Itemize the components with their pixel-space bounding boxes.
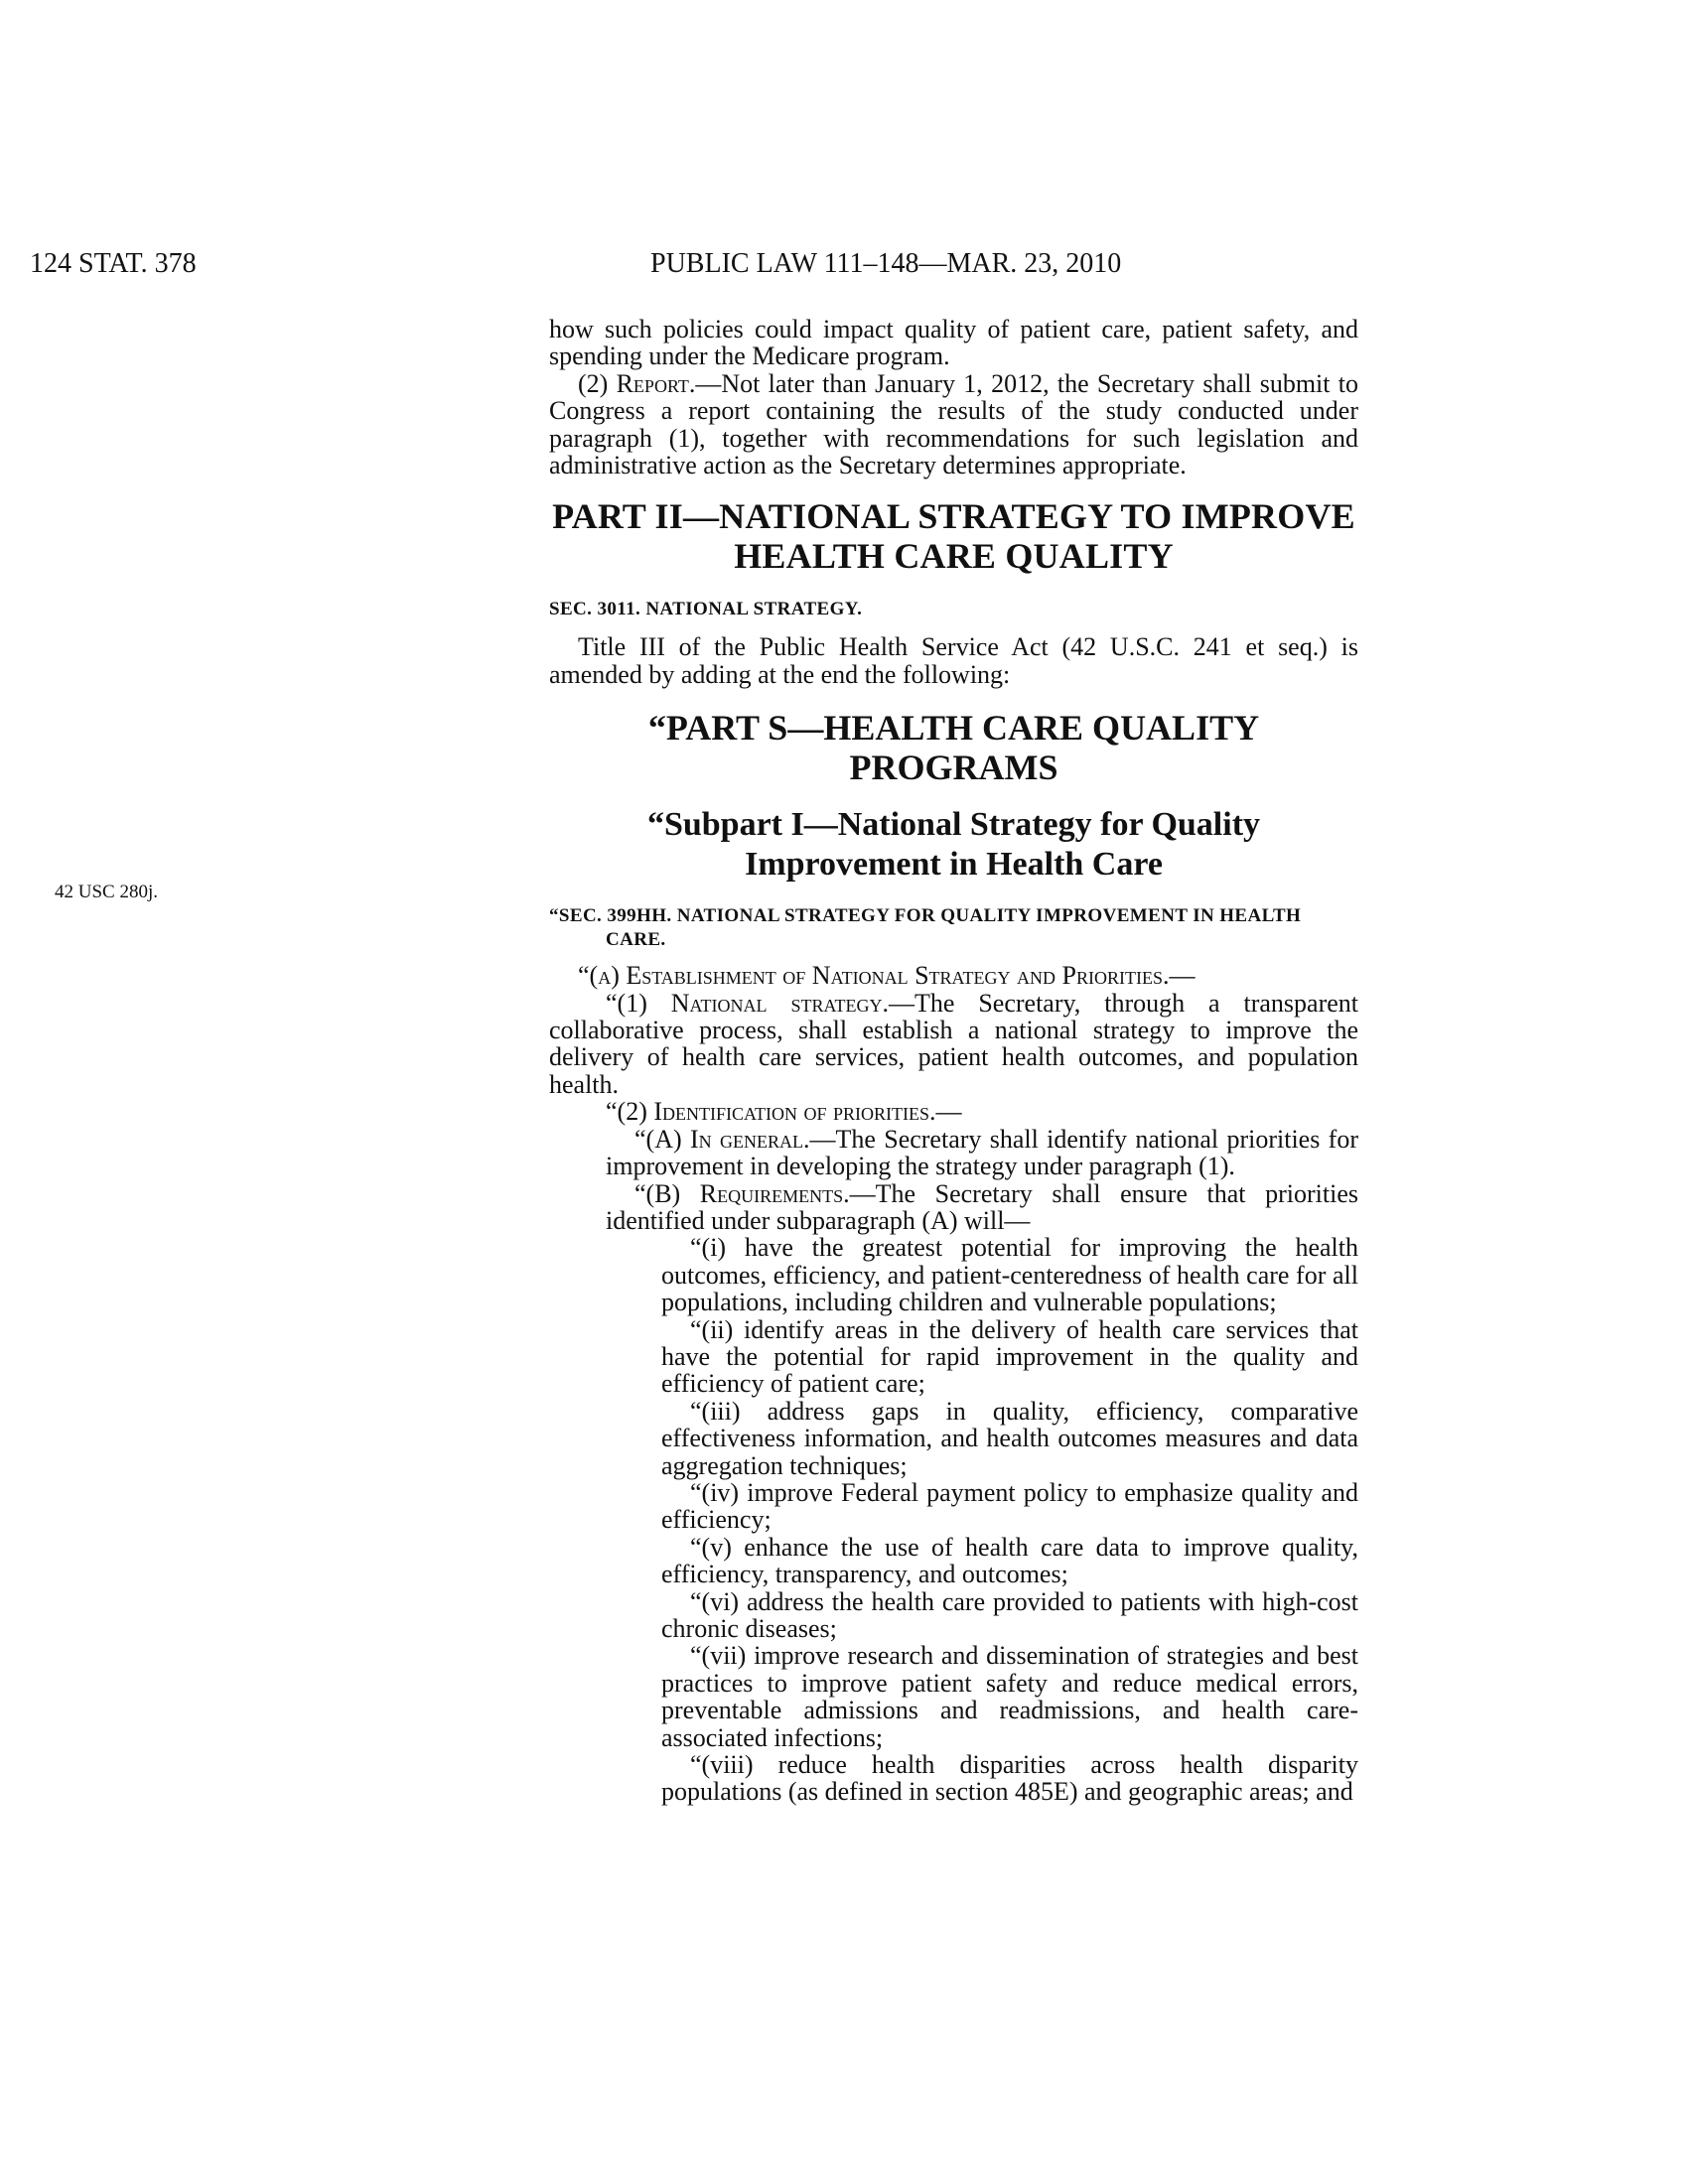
statute-page-number: 124 STAT. 378 [30,248,197,279]
national-strategy-label: “(1) National strategy. [606,988,889,1018]
clause-vi: “(vi) address the health care provided to patients with high-cost chronic diseases; [661,1586,1358,1643]
report-text: —Not later than January 1, 2012, the Secretary shall submit to Congress a report containing the results of the study conducted under paragraph (1), together with recommendations for such legislation and administrative action as the Secretary determines appropriate. [549,368,1358,480]
requirements-label: “(B) Requirements. [634,1178,850,1208]
subparagraph-b-requirements [549,1180,1358,1235]
part-ii-title-line2: HEALTH CARE QUALITY [734,536,1174,577]
clause-v: “(v) enhance the use of health care data to improve quality, efficiency, transparency, and outcomes; [661,1532,1358,1589]
clause-viii: “(viii) reduce health disparities across health disparity populations (as defined in section 485E) and geographic areas; and [661,1750,1358,1807]
paragraph-report [549,370,1358,479]
clause-vii: “(vii) improve research and dissemination of strategies and best practices to improve patient safety and reduce medical errors, preventable admissions and readmissions, and health care-associated infections; [661,1641,1358,1752]
public-law-title: PUBLIC LAW 111–148—MAR. 23, 2010 [650,248,1122,279]
part-s-title: “PART S—HEALTH CARE QUALITY PROGRAMS [647,708,1260,788]
national-strategy-text: —The Secretary, through a transparent collaborative process, shall establish a national strategy to improve the delivery of health care services, patient health outcomes, and population health. [549,988,1358,1099]
paragraph-identification-heading: “(2) Identification of priorities.— [606,1097,962,1127]
document-body [549,316,1358,1806]
margin-citation: 42 USC 280j. [55,882,158,902]
subparagraph-a-general [549,1126,1358,1180]
part-ii-title-line1: PART II—NATIONAL STRATEGY TO IMPROVE [552,496,1355,537]
requirements-text: —The Secretary shall ensure that priorities identified under subparagraph (A) will— [606,1178,1358,1235]
in-general-label: “(A) In general. [634,1124,810,1154]
report-label: (2) Report. [578,368,696,398]
part-ii-title [549,496,1358,576]
clause-i: “(i) have the greatest potential for improving the health outcomes, efficiency, and patient-centeredness of health care for all populations, including children and vulnerable populations; [661,1233,1358,1317]
subpart-i-title [549,805,1358,885]
clause-iv: “(iv) improve Federal payment policy to emphasize quality and efficiency; [661,1477,1358,1535]
clause-iii: “(iii) address gaps in quality, efficiency, comparative effectiveness information, and health outcomes measures and data aggregation techniques; [661,1396,1358,1480]
paragraph-title-iii-amendment: Title III of the Public Health Service Act (42 U.S.C. 241 et seq.) is amended by adding at the end the following: [549,632,1358,689]
clause-ii: “(ii) identify areas in the delivery of health care services that have the potential for rapid improvement in the quality and efficiency of patient care; [661,1314,1358,1399]
paragraph-national-strategy [549,990,1358,1099]
section-399hh-heading: “SEC. 399HH. NATIONAL STRATEGY FOR QUALITY IMPROVEMENT IN HEALTH CARE. [549,905,1302,951]
subpart-title-line2: Improvement in Health Care [745,846,1163,884]
subsection-a-heading: “(a) Establishment of National Strategy and Priorities.— [578,961,1196,991]
in-general-text: —The Secretary shall identify national priorities for improvement in developing the strategy under paragraph (1). [606,1124,1359,1181]
paragraph-continuation: how such policies could impact quality of patient care, patient safety, and spending under the Medicare program. [549,315,1358,371]
section-3011-heading: SEC. 3011. NATIONAL STRATEGY. [549,599,863,620]
page-header [0,248,1688,288]
subpart-title-line1: “Subpart I—National Strategy for Quality [646,806,1261,844]
